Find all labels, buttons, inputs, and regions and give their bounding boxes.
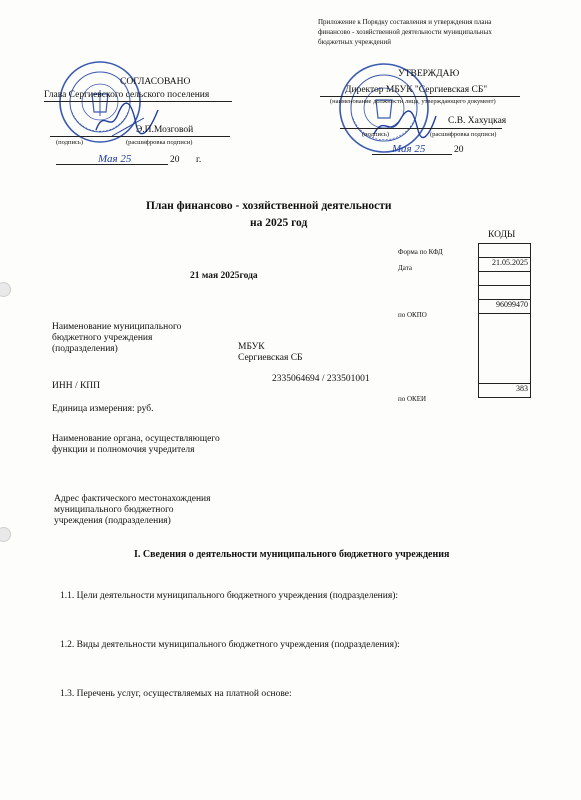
codes-cell-empty-2 <box>479 286 531 300</box>
codes-cell-okpo: 96099470 <box>479 300 531 314</box>
approve-sign-line <box>340 128 502 129</box>
agreed-position-line <box>44 101 232 102</box>
approve-position-label: (наименование должности лица, утверждающего документ) <box>330 98 496 105</box>
approve-name-label: (расшифровка подписи) <box>430 131 497 138</box>
agreed-title: СОГЛАСОВАНО <box>120 77 191 87</box>
org-label-line-2: бюджетного учреждения <box>52 333 153 343</box>
codes-table <box>478 243 531 398</box>
appendix-line-2: финансово - хозяйственной деятельности муниципальных <box>318 28 492 36</box>
org-value-line-2: Сергиевская СБ <box>238 353 303 363</box>
approve-signature-label: (подпись) <box>362 131 389 138</box>
codes-okei-label: по ОКЕИ <box>398 395 427 403</box>
codes-cell-form <box>479 244 531 258</box>
signature-right <box>370 108 440 144</box>
appendix-line-3: бюджетных учреждений <box>318 38 391 46</box>
section-1-item-3: 1.3. Перечень услуг, осуществляемых на платной основе: <box>60 689 292 699</box>
org-value-line-1: МБУК <box>238 342 265 352</box>
approve-handwritten-date: Мая 25 <box>392 143 426 155</box>
address-label-line-2: муниципального бюджетного <box>54 505 174 515</box>
document-title-line-2: на 2025 год <box>250 217 308 229</box>
codes-cell-date: 21.05.2025 <box>479 258 531 272</box>
section-1-heading: I. Сведения о деятельности муниципального бюджетного учреждения <box>134 549 450 560</box>
appendix-line-1: Приложение к Порядку составления и утверждения плана <box>318 18 492 26</box>
agreed-date-year: 20 <box>170 155 180 165</box>
codes-date-label: Дата <box>398 264 412 272</box>
document-date: 21 мая 2025года <box>190 271 258 281</box>
inn-kpp-value: 2335064694 / 233501001 <box>272 374 370 384</box>
founder-label-line-1: Наименование органа, осуществляющего <box>52 434 220 444</box>
inn-kpp-label: ИНН / КПП <box>52 381 101 391</box>
agreed-name: Э.П.Мозговой <box>136 125 194 135</box>
section-1-item-1: 1.1. Цели деятельности муниципального бюджетного учреждения (подразделения): <box>60 591 399 601</box>
codes-cell-empty-3 <box>479 314 531 384</box>
approve-position-line <box>320 96 520 97</box>
section-1-item-2: 1.2. Виды деятельности муниципального бюджетного учреждения (подразделения): <box>60 640 400 650</box>
agreed-date-suffix: г. <box>196 155 202 165</box>
binder-hole-top <box>0 282 11 297</box>
approve-name: С.В. Хахуцкая <box>448 116 507 126</box>
address-label-line-1: Адрес фактического местонахождения <box>54 494 211 504</box>
address-label-line-3: учреждения (подразделения) <box>54 516 171 526</box>
codes-header: КОДЫ <box>488 230 516 240</box>
org-label-line-1: Наименование муниципального <box>52 322 182 332</box>
approve-date-year: 20 <box>454 145 464 155</box>
approve-position: Директор МБУК "Сергиевская СБ" <box>345 85 488 95</box>
codes-form-label: Форма по КФД <box>398 248 443 256</box>
approve-date-line <box>372 154 452 155</box>
unit-of-measure: Единица измерения: руб. <box>52 404 154 414</box>
codes-cell-okei: 383 <box>479 384 531 398</box>
agreed-sign-line <box>50 136 230 137</box>
org-label-line-3: (подразделения) <box>52 344 118 354</box>
agreed-position: Глава Сергиевского сельского поселения <box>44 90 210 100</box>
agreed-handwritten-date: Мая 25 <box>98 153 132 165</box>
codes-okpo-label: по ОКПО <box>398 311 427 319</box>
codes-cell-empty-1 <box>479 272 531 286</box>
founder-label-line-2: функции и полномочия учредителя <box>52 445 195 455</box>
approve-title: УТВЕРЖДАЮ <box>398 69 460 79</box>
agreed-signature-label: (подпись) <box>56 139 83 146</box>
document-title-line-1: План финансово - хозяйственной деятельности <box>146 200 392 212</box>
agreed-name-label: (расшифровка подписи) <box>126 139 193 146</box>
binder-hole-bottom <box>0 527 11 542</box>
agreed-date-line <box>56 164 168 165</box>
